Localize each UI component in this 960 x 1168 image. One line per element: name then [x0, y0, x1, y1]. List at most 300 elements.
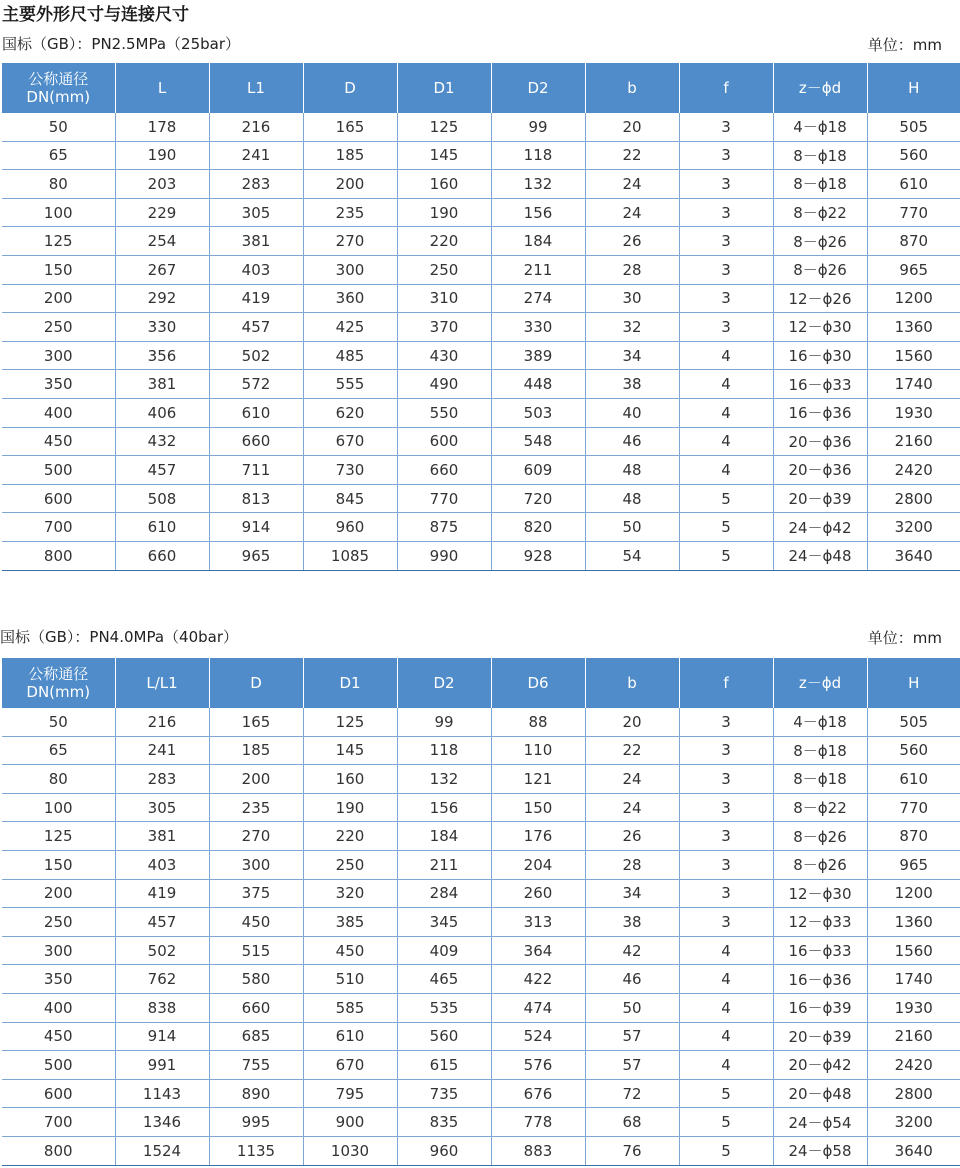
table-cell: 4－ϕ18: [773, 113, 867, 141]
table-cell: 3200: [867, 1108, 960, 1137]
column-header: L: [115, 63, 209, 113]
table-cell: 770: [867, 793, 960, 822]
table-cell: 1346: [115, 1108, 209, 1137]
table-cell: 419: [209, 284, 303, 313]
table-cell: 216: [209, 113, 303, 141]
table-cell: 1200: [867, 284, 960, 313]
table-cell: 457: [209, 313, 303, 342]
table-cell: 200: [303, 170, 397, 199]
table-cell: 356: [115, 341, 209, 370]
table-cell: 68: [585, 1108, 679, 1137]
table-cell: 555: [303, 370, 397, 399]
table-cell: 448: [491, 370, 585, 399]
table-cell: 118: [397, 736, 491, 765]
table-cell: 284: [397, 879, 491, 908]
table-cell: 3: [679, 708, 773, 736]
table-cell: 24－ϕ42: [773, 513, 867, 542]
table-cell: 576: [491, 1051, 585, 1080]
table-cell: 381: [115, 370, 209, 399]
table-cell: 3: [679, 736, 773, 765]
table-cell: 8－ϕ18: [773, 170, 867, 199]
table-row: [2, 255, 960, 284]
table-cell: 150: [2, 850, 115, 879]
table-cell: 432: [115, 427, 209, 456]
table-cell: 28: [585, 255, 679, 284]
table-cell: 132: [397, 765, 491, 794]
table-cell: 65: [2, 141, 115, 170]
table-cell: 875: [397, 513, 491, 542]
table-cell: 600: [397, 427, 491, 456]
table-cell: 100: [2, 198, 115, 227]
table-cell: 300: [303, 255, 397, 284]
table-row: [2, 427, 960, 456]
table-cell: 381: [209, 227, 303, 256]
table-cell: 254: [115, 227, 209, 256]
table-row: [2, 822, 960, 851]
table-cell: 54: [585, 541, 679, 570]
table-row: [2, 170, 960, 199]
table-cell: 150: [491, 793, 585, 822]
table-cell: 610: [867, 765, 960, 794]
table-cell: 24－ϕ58: [773, 1136, 867, 1165]
table-cell: 505: [867, 113, 960, 141]
table-cell: 503: [491, 398, 585, 427]
table-row: [2, 284, 960, 313]
table-cell: 3: [679, 113, 773, 141]
table-cell: 3: [679, 255, 773, 284]
table-cell: 660: [209, 993, 303, 1022]
table-cell: 305: [209, 198, 303, 227]
table-cell: 4: [679, 1022, 773, 1051]
table-cell: 203: [115, 170, 209, 199]
table-cell: 800: [2, 541, 115, 570]
column-header: z－ϕd: [773, 658, 867, 708]
standard-label: 国标（GB）：PN4.0MPa（40bar）: [0, 628, 239, 646]
column-header: z－ϕd: [773, 63, 867, 113]
table-cell: 20: [585, 113, 679, 141]
table-cell: 403: [115, 850, 209, 879]
table-cell: 502: [115, 936, 209, 965]
table-cell: 300: [2, 936, 115, 965]
table-cell: 310: [397, 284, 491, 313]
table-row: [2, 793, 960, 822]
table-cell: 1200: [867, 879, 960, 908]
table-cell: 778: [491, 1108, 585, 1137]
table-cell: 5: [679, 1079, 773, 1108]
table-cell: 755: [209, 1051, 303, 1080]
table-cell: 283: [209, 170, 303, 199]
table-cell: 46: [585, 427, 679, 456]
table-cell: 883: [491, 1136, 585, 1165]
table-cell: 57: [585, 1022, 679, 1051]
table-cell: 457: [115, 456, 209, 485]
column-header: b: [585, 658, 679, 708]
column-header: D: [209, 658, 303, 708]
table-cell: 3640: [867, 1136, 960, 1165]
table-cell: 200: [2, 284, 115, 313]
table-cell: 1930: [867, 993, 960, 1022]
table-cell: 5: [679, 513, 773, 542]
table-cell: 28: [585, 850, 679, 879]
table-cell: 305: [115, 793, 209, 822]
table-cell: 1085: [303, 541, 397, 570]
table-cell: 711: [209, 456, 303, 485]
table-cell: 4: [679, 398, 773, 427]
column-header: L1: [209, 63, 303, 113]
table-cell: 4－ϕ18: [773, 708, 867, 736]
column-header: L/L1: [115, 658, 209, 708]
table-cell: 200: [209, 765, 303, 794]
table-cell: 450: [303, 936, 397, 965]
column-header: 公称通径 DN(mm): [2, 658, 115, 708]
table-cell: 965: [867, 255, 960, 284]
table-cell: 190: [115, 141, 209, 170]
table-cell: 660: [397, 456, 491, 485]
table-row: [2, 936, 960, 965]
table-cell: 505: [867, 708, 960, 736]
table-cell: 600: [2, 484, 115, 513]
table-cell: 8－ϕ26: [773, 227, 867, 256]
table-cell: 216: [115, 708, 209, 736]
table-cell: 260: [491, 879, 585, 908]
table-cell: 80: [2, 765, 115, 794]
table-cell: 4: [679, 456, 773, 485]
table-row: [2, 398, 960, 427]
unit-label: 单位：mm: [867, 629, 942, 647]
table-cell: 3: [679, 227, 773, 256]
table-cell: 813: [209, 484, 303, 513]
table-cell: 184: [397, 822, 491, 851]
table-cell: 150: [2, 255, 115, 284]
dimension-table-pn25: [2, 63, 960, 571]
table-row: [2, 456, 960, 485]
table-cell: 1524: [115, 1136, 209, 1165]
table-cell: 270: [303, 227, 397, 256]
table-cell: 430: [397, 341, 491, 370]
table-cell: 389: [491, 341, 585, 370]
column-header: D1: [303, 658, 397, 708]
table-cell: 560: [867, 736, 960, 765]
table-cell: 250: [2, 313, 115, 342]
table-cell: 4: [679, 965, 773, 994]
table-cell: 3: [679, 170, 773, 199]
table-cell: 72: [585, 1079, 679, 1108]
table-cell: 3: [679, 198, 773, 227]
table-cell: 3640: [867, 541, 960, 570]
table-cell: 585: [303, 993, 397, 1022]
page-title: 主要外形尺寸与连接尺寸: [2, 5, 189, 25]
table-cell: 490: [397, 370, 491, 399]
table-cell: 38: [585, 370, 679, 399]
table-cell: 184: [491, 227, 585, 256]
table-cell: 510: [303, 965, 397, 994]
table-cell: 190: [303, 793, 397, 822]
table-cell: 345: [397, 908, 491, 937]
table-cell: 42: [585, 936, 679, 965]
table-cell: 381: [115, 822, 209, 851]
table-cell: 16－ϕ30: [773, 341, 867, 370]
table-cell: 241: [115, 736, 209, 765]
table-cell: 125: [2, 227, 115, 256]
table-cell: 20－ϕ48: [773, 1079, 867, 1108]
table-cell: 995: [209, 1108, 303, 1137]
table-cell: 845: [303, 484, 397, 513]
table-cell: 419: [115, 879, 209, 908]
table-cell: 465: [397, 965, 491, 994]
table-cell: 385: [303, 908, 397, 937]
table-cell: 700: [2, 513, 115, 542]
table-cell: 660: [209, 427, 303, 456]
table-cell: 118: [491, 141, 585, 170]
table-cell: 32: [585, 313, 679, 342]
table-cell: 12－ϕ30: [773, 879, 867, 908]
table-cell: 20－ϕ39: [773, 484, 867, 513]
table-cell: 76: [585, 1136, 679, 1165]
table-cell: 1143: [115, 1079, 209, 1108]
table-cell: 250: [2, 908, 115, 937]
table-cell: 8－ϕ18: [773, 765, 867, 794]
table-cell: 110: [491, 736, 585, 765]
standard-label: 国标（GB）：PN2.5MPa（25bar）: [2, 35, 241, 53]
table-cell: 283: [115, 765, 209, 794]
table-cell: 24－ϕ54: [773, 1108, 867, 1137]
table-cell: 835: [397, 1108, 491, 1137]
table-cell: 178: [115, 113, 209, 141]
table-cell: 100: [2, 793, 115, 822]
table-cell: 3: [679, 850, 773, 879]
table-cell: 422: [491, 965, 585, 994]
table-cell: 2800: [867, 1079, 960, 1108]
table-cell: 65: [2, 736, 115, 765]
table-cell: 914: [209, 513, 303, 542]
table-cell: 267: [115, 255, 209, 284]
table-cell: 330: [491, 313, 585, 342]
table-cell: 40: [585, 398, 679, 427]
table-cell: 600: [2, 1079, 115, 1108]
table-cell: 26: [585, 227, 679, 256]
table-row: [2, 484, 960, 513]
table-cell: 22: [585, 736, 679, 765]
table-row: [2, 1079, 960, 1108]
table-cell: 610: [115, 513, 209, 542]
table-cell: 524: [491, 1022, 585, 1051]
table-cell: 220: [397, 227, 491, 256]
table-cell: 24: [585, 170, 679, 199]
table-cell: 660: [115, 541, 209, 570]
table-cell: 300: [209, 850, 303, 879]
table-cell: 3: [679, 822, 773, 851]
table-cell: 8－ϕ18: [773, 141, 867, 170]
table-cell: 34: [585, 879, 679, 908]
column-header: H: [867, 63, 960, 113]
table-cell: 364: [491, 936, 585, 965]
table-caption-pn40: [0, 624, 960, 648]
table-cell: 500: [2, 456, 115, 485]
table-row: [2, 908, 960, 937]
table-row: [2, 1136, 960, 1165]
table-row: [2, 198, 960, 227]
column-header: 公称通径 DN(mm): [2, 63, 115, 113]
table-cell: 550: [397, 398, 491, 427]
table-row: [2, 141, 960, 170]
column-header: D2: [491, 63, 585, 113]
table-cell: 610: [867, 170, 960, 199]
table-cell: 500: [2, 1051, 115, 1080]
table-cell: 156: [397, 793, 491, 822]
table-cell: 990: [397, 541, 491, 570]
dimension-table-pn40: [2, 658, 960, 1166]
table-cell: 125: [303, 708, 397, 736]
table-cell: 4: [679, 341, 773, 370]
table-cell: 474: [491, 993, 585, 1022]
table-cell: 5: [679, 484, 773, 513]
table-cell: 960: [303, 513, 397, 542]
table-cell: 292: [115, 284, 209, 313]
table-cell: 965: [209, 541, 303, 570]
table-cell: 8－ϕ26: [773, 822, 867, 851]
table-cell: 548: [491, 427, 585, 456]
table-cell: 20－ϕ36: [773, 427, 867, 456]
table-cell: 3: [679, 879, 773, 908]
table-cell: 457: [115, 908, 209, 937]
table-cell: 12－ϕ33: [773, 908, 867, 937]
column-header: D: [303, 63, 397, 113]
table-cell: 8－ϕ26: [773, 850, 867, 879]
table-cell: 560: [397, 1022, 491, 1051]
table-cell: 125: [2, 822, 115, 851]
table-cell: 185: [303, 141, 397, 170]
table-cell: 3: [679, 765, 773, 794]
table-cell: 770: [867, 198, 960, 227]
table-cell: 8－ϕ26: [773, 255, 867, 284]
table-cell: 3: [679, 284, 773, 313]
table-cell: 1740: [867, 965, 960, 994]
table-cell: 313: [491, 908, 585, 937]
table-cell: 535: [397, 993, 491, 1022]
table-cell: 685: [209, 1022, 303, 1051]
table-cell: 1135: [209, 1136, 303, 1165]
table-row: [2, 1022, 960, 1051]
table-cell: 762: [115, 965, 209, 994]
table-cell: 4: [679, 370, 773, 399]
table-cell: 3200: [867, 513, 960, 542]
table-cell: 409: [397, 936, 491, 965]
table-cell: 16－ϕ36: [773, 965, 867, 994]
table-cell: 20－ϕ36: [773, 456, 867, 485]
table-cell: 12－ϕ30: [773, 313, 867, 342]
table-cell: 20－ϕ39: [773, 1022, 867, 1051]
table-cell: 610: [209, 398, 303, 427]
table-cell: 38: [585, 908, 679, 937]
table-cell: 99: [491, 113, 585, 141]
table-cell: 50: [585, 513, 679, 542]
table-cell: 3: [679, 141, 773, 170]
table-cell: 960: [397, 1136, 491, 1165]
table-cell: 190: [397, 198, 491, 227]
table-cell: 204: [491, 850, 585, 879]
table-cell: 1560: [867, 936, 960, 965]
table-cell: 620: [303, 398, 397, 427]
table-cell: 241: [209, 141, 303, 170]
table-cell: 330: [115, 313, 209, 342]
table-cell: 800: [2, 1136, 115, 1165]
table-cell: 99: [397, 708, 491, 736]
column-header: f: [679, 63, 773, 113]
table-cell: 838: [115, 993, 209, 1022]
table-cell: 350: [2, 370, 115, 399]
table-cell: 145: [397, 141, 491, 170]
table-row: [2, 1051, 960, 1080]
table-row: [2, 765, 960, 794]
table-cell: 57: [585, 1051, 679, 1080]
table-cell: 274: [491, 284, 585, 313]
column-header: f: [679, 658, 773, 708]
table-caption-pn25: [0, 31, 960, 55]
table-cell: 165: [209, 708, 303, 736]
column-header: D1: [397, 63, 491, 113]
table-cell: 125: [397, 113, 491, 141]
table-cell: 30: [585, 284, 679, 313]
table-cell: 185: [209, 736, 303, 765]
table-cell: 22: [585, 141, 679, 170]
table-cell: 24: [585, 198, 679, 227]
table-cell: 3: [679, 908, 773, 937]
table-cell: 610: [303, 1022, 397, 1051]
table-cell: 485: [303, 341, 397, 370]
table-cell: 24－ϕ48: [773, 541, 867, 570]
table-cell: 572: [209, 370, 303, 399]
table-cell: 450: [209, 908, 303, 937]
table-cell: 508: [115, 484, 209, 513]
table-cell: 928: [491, 541, 585, 570]
table-cell: 160: [303, 765, 397, 794]
table-cell: 965: [867, 850, 960, 879]
unit-label: 单位：mm: [867, 36, 942, 54]
table-cell: 5: [679, 1108, 773, 1137]
table-cell: 2800: [867, 484, 960, 513]
table-cell: 16－ϕ33: [773, 370, 867, 399]
table-row: [2, 708, 960, 736]
table-cell: 34: [585, 341, 679, 370]
table-cell: 4: [679, 993, 773, 1022]
table-cell: 700: [2, 1108, 115, 1137]
table-cell: 12－ϕ26: [773, 284, 867, 313]
table-cell: 820: [491, 513, 585, 542]
table-cell: 220: [303, 822, 397, 851]
table-cell: 16－ϕ33: [773, 936, 867, 965]
table-cell: 735: [397, 1079, 491, 1108]
table-row: [2, 879, 960, 908]
table-row: [2, 341, 960, 370]
table-cell: 24: [585, 793, 679, 822]
table-cell: 670: [303, 1051, 397, 1080]
table-cell: 1560: [867, 341, 960, 370]
table-cell: 88: [491, 708, 585, 736]
table-cell: 5: [679, 1136, 773, 1165]
table-cell: 48: [585, 484, 679, 513]
table-cell: 5: [679, 541, 773, 570]
table-cell: 176: [491, 822, 585, 851]
table-cell: 270: [209, 822, 303, 851]
table-cell: 450: [2, 1022, 115, 1051]
table-cell: 3: [679, 313, 773, 342]
table-cell: 16－ϕ39: [773, 993, 867, 1022]
table-cell: 1740: [867, 370, 960, 399]
table-row: [2, 850, 960, 879]
table-cell: 320: [303, 879, 397, 908]
table-cell: 560: [867, 141, 960, 170]
table-cell: 870: [867, 227, 960, 256]
